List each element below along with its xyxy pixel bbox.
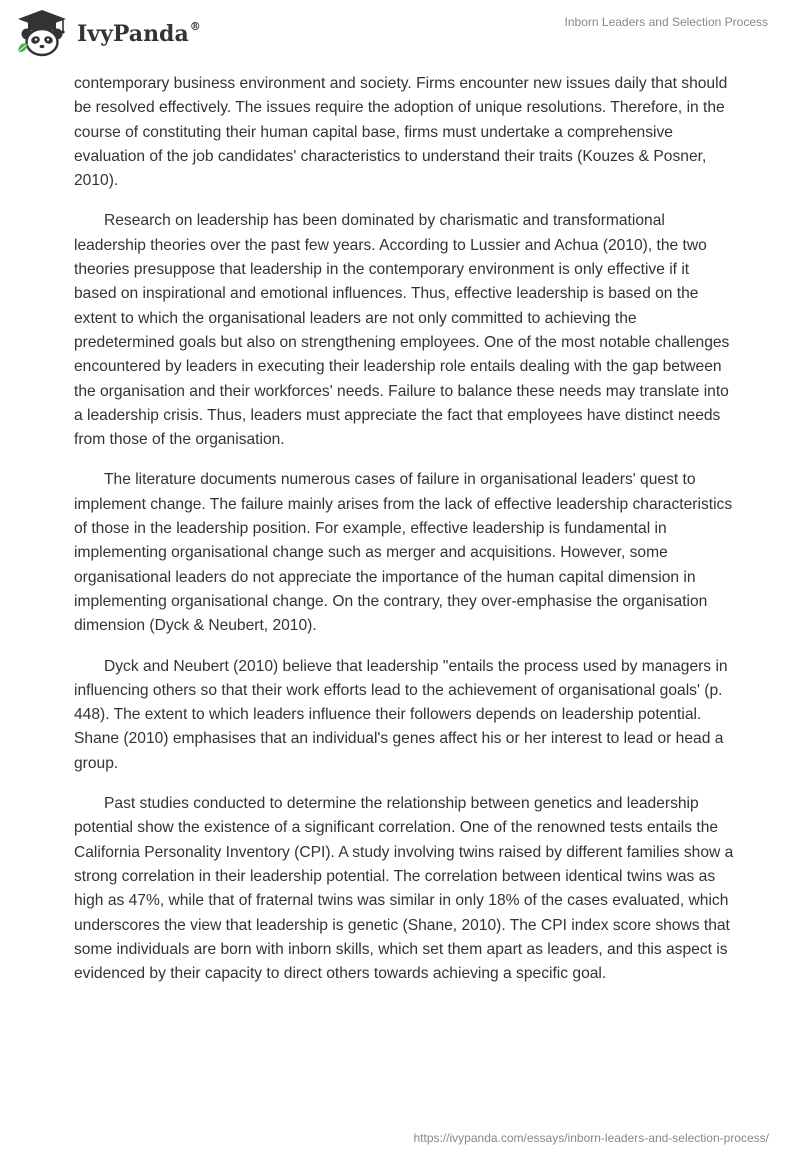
paragraph-4: Dyck and Neubert (2010) believe that leadership "entails the process used by managers in influencing others so that their work efforts lead to the achievement of organisational goals' (p. 448). The extent to which leaders influence their followers depends on leadership potential. Shane (2010) emphasises that an individual's genes affect his or her interest to lead or head a group. [74,657,728,772]
essay-body [74,72,734,1002]
paragraph-1: contemporary business environment and society. Firms encounter new issues daily that should be resolved effectively. The issues require the adoption of unique resolutions. Therefore, in the course of constituting their human capital base, firms must undertake a comprehensive evaluation of the job candidates' characteristics to understand their traits (Kouzes & Posner, 2010). [74,75,728,190]
page-header [0,0,800,66]
paragraph-5: Past studies conducted to determine the relationship between genetics and leadership potential show the existence of a significant correlation. One of the renowned tests entails the California Personality Inventory (CPI). A study involving twins raised by different families show a strong correlation in their leadership potential. The correlation between identical twins was as high as 47%, while that of fraternal twins was similar in only 18% of the cases evaluated, which underscores the view that leadership is genetic (Shane, 2010). The CPI index score shows that some individuals are born with inborn skills, which set them apart as leaders, and this aspect is evidenced by their capacity to direct others towards achieving a specific goal. [74,795,734,983]
footer-url: https://ivypanda.com/essays/inborn-leaders-and-selection-process/ [413,1131,769,1145]
paragraph-2: Research on leadership has been dominated by charismatic and transformational leadership theories over the past few years. According to Lussier and Achua (2010), the two theories presuppose that leadership in the contemporary environment is only effective if it based on inspirational and emotional influences. Thus, effective leadership is based on the extent to which the organisational leaders are not only committed to achieving the predetermined goals but also on strengthening employees. One of the most notable challenges encountered by leaders in executing their leadership role entails dealing with the gap between the organisation and their workforces' needs. Failure to balance these needs may translate into a leadership crisis. Thus, leaders must appreciate the fact that employees have distinct needs from those of the organisation. [74,212,730,449]
ivypanda-logo-link[interactable] [14,8,224,58]
paragraph-3: The literature documents numerous cases of failure in organisational leaders' quest to implement change. The failure mainly arises from the lack of effective leadership characteristics of those in the leadership position. For example, effective leadership is fundamental in implementing organisational change such as merger and acquisitions. However, some organisational leaders do not appreciate the importance of the human capital dimension in implementing organisational change. On the contrary, they over-emphasise the organisation dimension (Dyck & Neubert, 2010). [74,471,733,635]
document-title: Inborn Leaders and Selection Process [564,15,768,29]
brand-name: IvyPanda® [77,20,201,47]
panda-graduate-logo-icon [14,8,70,58]
registered-mark: ® [189,20,201,33]
